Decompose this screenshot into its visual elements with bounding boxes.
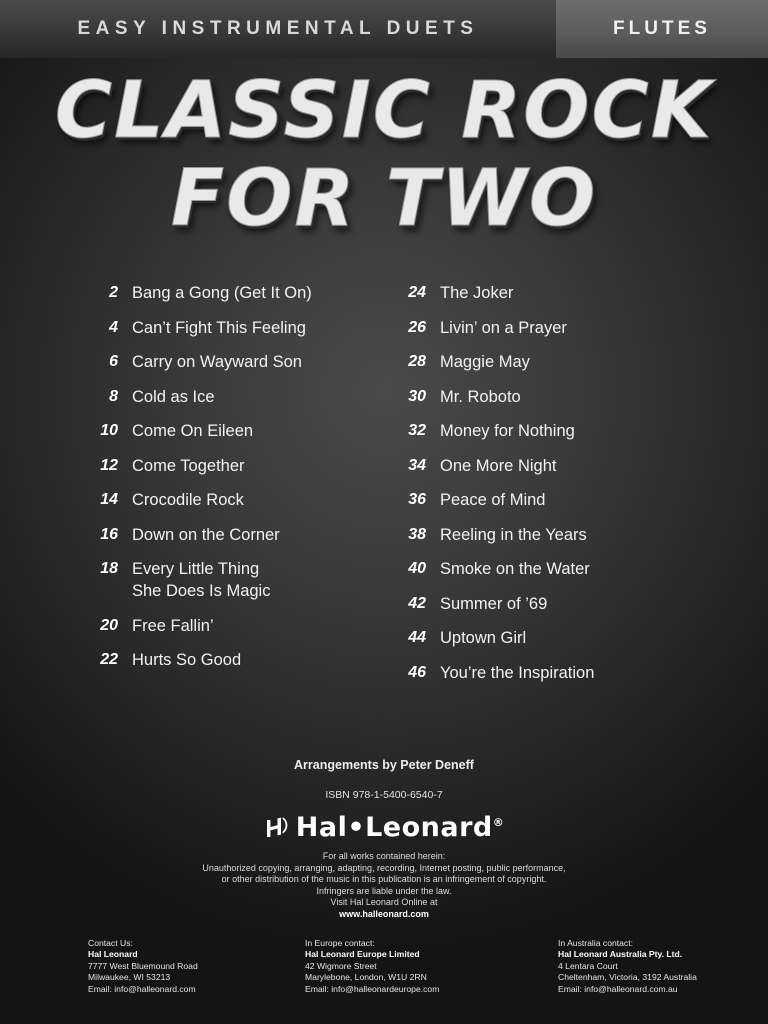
title-line-2: FOR TWO (170, 154, 598, 244)
contact-line: Cheltenham, Victoria, 3192 Australia (558, 972, 697, 983)
instrument-label: FLUTES (613, 18, 711, 39)
toc-page-number: 32 (408, 422, 426, 439)
legal-line-2: Unauthorized copying, arranging, adapting, recording, Internet posting, public performance, (202, 862, 566, 873)
toc-page-number: 4 (109, 318, 118, 336)
toc-page-number: 18 (100, 560, 118, 577)
list-item (384, 627, 692, 649)
toc-song-title: You’re the Inspiration (440, 663, 595, 682)
contact-email: Email: info@halleonard.com.au (558, 983, 678, 994)
toc-page-number: 38 (408, 525, 426, 543)
contact-line: Marylebone, London, W1U 2RN (305, 972, 427, 983)
instrument-banner (556, 0, 768, 58)
hal-leonard-mark-icon (264, 815, 290, 841)
legal-line-1: For all works contained herein: (322, 851, 446, 861)
publisher-logo (0, 812, 768, 843)
toc-page-number: 46 (408, 663, 426, 681)
list-item (384, 420, 692, 442)
toc-page-number: 26 (408, 318, 426, 336)
toc-page-number: 30 (408, 387, 426, 405)
list-item (76, 386, 384, 408)
list-item (76, 317, 384, 339)
list-item (384, 593, 692, 615)
toc-song-title: Can’t Fight This Feeling (132, 318, 306, 337)
publisher-name (296, 812, 504, 843)
contact-heading: In Australia contact: (558, 938, 633, 948)
toc-song-title: Smoke on the Water (440, 560, 590, 578)
legal-notice (0, 851, 768, 897)
toc-page-number: 16 (100, 525, 118, 543)
toc-song-title: Down on the Corner (132, 525, 280, 544)
toc-song-title: Summer of ’69 (440, 594, 548, 613)
toc-page-number: 14 (100, 491, 118, 508)
toc-song-title: Maggie May (440, 353, 530, 371)
contact-name: Hal Leonard Europe Limited (305, 949, 420, 960)
series-banner (0, 0, 556, 58)
contact-email: Email: info@halleonardeurope.com (305, 983, 440, 994)
registered-mark: ® (492, 816, 505, 829)
toc-song-title: Mr. Roboto (440, 387, 521, 406)
toc-column-right (384, 282, 692, 696)
toc-song-title: Peace of Mind (440, 491, 546, 509)
list-item (384, 662, 692, 684)
visit-label: Visit Hal Leonard Online at (330, 897, 438, 907)
list-item (76, 420, 384, 442)
list-item (76, 489, 384, 511)
toc-page-number: 12 (100, 456, 118, 474)
list-item (384, 317, 692, 339)
list-item (76, 649, 384, 671)
contact-line: Milwaukee, WI 53213 (88, 972, 171, 983)
toc-song-title: Free Fallin’ (132, 616, 214, 635)
toc-column-left (76, 282, 384, 696)
list-item (384, 524, 692, 546)
toc-page-number: 20 (100, 616, 118, 634)
toc-page-number: 36 (408, 491, 426, 508)
toc-page-number: 28 (408, 353, 426, 370)
contact-heading: Contact Us: (88, 938, 133, 948)
list-item (76, 455, 384, 477)
toc-song-title: Carry on Wayward Son (132, 353, 302, 371)
list-item (384, 282, 692, 304)
publisher-name-text: Hal•Leonard (295, 812, 493, 843)
legal-line-3: or other distribution of the music in this publication is an infringement of copyright. (221, 874, 547, 884)
toc-song-title: The Joker (440, 284, 514, 302)
contact-us (88, 938, 198, 995)
list-item (76, 615, 384, 637)
list-item (384, 351, 692, 373)
website-link[interactable]: www.halleonard.com (339, 908, 429, 919)
toc-song-title-line2: She Does Is Magic (132, 582, 271, 600)
toc-page-number: 22 (100, 651, 118, 668)
list-item (384, 558, 692, 580)
list-item (76, 351, 384, 373)
toc-song-title-line1: Every Little Thing (132, 560, 260, 578)
list-item (384, 455, 692, 477)
toc-page-number: 2 (109, 284, 118, 301)
table-of-contents (76, 282, 692, 696)
toc-song-title: One More Night (440, 456, 557, 475)
toc-page-number: 44 (408, 629, 426, 646)
contact-email: Email: info@halleonard.com (88, 983, 196, 994)
toc-page-number: 8 (109, 387, 118, 405)
title-line-1: CLASSIC ROCK (54, 66, 714, 156)
toc-song-title: Uptown Girl (440, 629, 527, 647)
toc-song-title: Bang a Gong (Get It On) (132, 284, 312, 302)
toc-song-title: Crocodile Rock (132, 491, 244, 509)
legal-line-4: Infringers are liable under the law. (316, 885, 452, 896)
toc-page-number: 6 (109, 353, 118, 370)
contact-australia (558, 938, 697, 995)
toc-page-number: 40 (408, 560, 426, 577)
toc-page-number: 10 (100, 422, 118, 439)
toc-page-number: 34 (408, 456, 426, 474)
toc-song-title: Livin’ on a Prayer (440, 318, 567, 337)
cover-banner (0, 0, 768, 58)
contact-europe (305, 938, 439, 995)
contact-heading: In Europe contact: (305, 938, 375, 948)
toc-song-title (132, 558, 270, 602)
contact-line: 4 Lentara Court (558, 960, 618, 971)
list-item (76, 524, 384, 546)
isbn-text: ISBN 978-1-5400-6540-7 (325, 789, 443, 801)
toc-page-number: 24 (408, 284, 426, 301)
series-label: EASY INSTRUMENTAL DUETS (77, 18, 479, 39)
cover-title (0, 66, 768, 244)
list-item (384, 386, 692, 408)
contact-line: 7777 West Bluemound Road (88, 960, 198, 971)
list-item (76, 558, 384, 602)
list-item (384, 489, 692, 511)
visit-online (0, 897, 768, 920)
list-item (76, 282, 384, 304)
toc-song-title: Money for Nothing (440, 422, 575, 440)
toc-song-title: Reeling in the Years (440, 525, 587, 544)
toc-page-number: 42 (408, 594, 426, 612)
contact-block (0, 938, 768, 1010)
toc-song-title: Come Together (132, 456, 245, 475)
toc-song-title: Hurts So Good (132, 651, 242, 669)
toc-song-title: Cold as Ice (132, 387, 215, 406)
arranger-credit: Arrangements by Peter Deneff (294, 758, 474, 772)
contact-name: Hal Leonard (88, 949, 138, 960)
toc-song-title: Come On Eileen (132, 422, 254, 440)
contact-name: Hal Leonard Australia Pty. Ltd. (558, 949, 683, 960)
contact-line: 42 Wigmore Street (305, 960, 377, 971)
